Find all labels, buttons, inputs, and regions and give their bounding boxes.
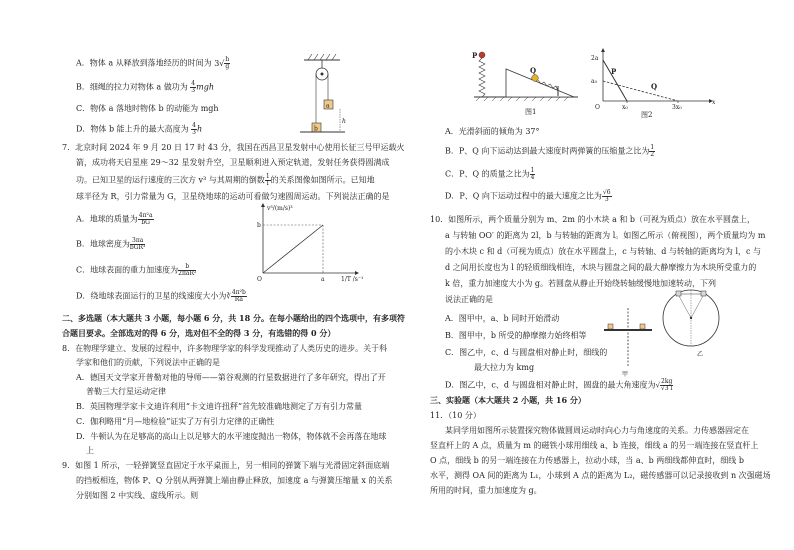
fig1-p-label: P <box>472 51 478 60</box>
q10-figure-jia <box>600 306 660 386</box>
q10-line6: 说法正确的是 <box>445 295 493 304</box>
q9-figure2 <box>589 46 719 118</box>
q7-graph-xlabel: 1/T /s⁻¹ <box>341 276 364 283</box>
fig2-x0-label: x₀ <box>622 104 628 111</box>
q7-line2: 箭，成功将天启星座 29～32 星发射升空，卫星顺利进入预定轨道，发射任务获得圆满成 <box>76 158 390 167</box>
q6-option-d: D．物体 b 能上升的最大高度为 $\frac{4}{3}$ h <box>76 122 203 136</box>
q7-graph-origin: O <box>257 276 262 283</box>
q7-line3: 功。已知卫星的运行速度的三次方 v³ 与其周期的倒数 $\frac{1}{T}$ 的关系图像如图所示。已知地 <box>76 173 375 187</box>
q11-line4: 水平，测得 OA 间的距离为 L₁，小球到 A 点的距离为 L₂，磁传感器可以记录接收到 n 次强磁场 <box>430 471 771 480</box>
q7-option-b: B．地球密度为 $\frac{3\pi a}{\text{bGR³}}$ <box>76 237 146 251</box>
q10-line1: 10．如图所示，两个质量分别为 m、2m 的小木块 a 和 b（可视为质点）放在水平圆盘上， <box>430 215 756 224</box>
q7-graph-a-label: a <box>321 276 325 283</box>
q10-option-a: A．图甲中，a、b 同时开始滑动 <box>445 314 560 323</box>
fig2-q-label: Q <box>651 82 658 91</box>
fig2-3x0-label: 3x₀ <box>672 104 682 111</box>
q8-option-c: C．伽利略用“月—地检验”证实了万有引力定律的正确性 <box>76 417 275 426</box>
q8-option-d1: D．牛顿认为在足够高的高山上以足够大的水平速度抛出一物体，物体就不会再落在地球 <box>76 432 387 441</box>
q11-line3: O 点，细线 b 的另一端连接在力传感器上，拉动小球，当 a、b 两细线都伸直时，细线 b <box>430 456 744 465</box>
pulley-block-a-label: a <box>326 102 330 110</box>
q8-option-a2: 普勒三大行星运动定律 <box>86 387 166 396</box>
q9-line1: 9．如图 1 所示，一轻弹簧竖直固定于水平桌面上，另一相同的弹簧下端与光滑固定斜面底端 <box>62 461 390 470</box>
q7-graph-ylabel: v³/(m/s)³ <box>267 205 293 212</box>
section2-line1: 二、多选题（本大题共 3 小题，每小题 6 分，共 18 分。在每小题给出的四个选项中，有多项符 <box>62 313 405 323</box>
q10-option-c2: 最大拉力为 kmg <box>474 363 535 372</box>
q10-fig-yi-caption: 乙 <box>697 351 704 358</box>
q9-option-a: A．光滑斜面的倾角为 37° <box>445 127 540 136</box>
q7-line1: 7．北京时间 2024 年 9 月 20 日 17 时 43 分，我国在西昌卫星发射中心使用长征三号甲运载火 <box>62 143 405 152</box>
q6-a-sqrt: 3√ $\frac{h}{g}$ <box>214 56 230 70</box>
q8-line1: 8．在物理学建立、发展的过程中，许多物理学家的科学发现推动了人类历史的进步。关于科 <box>62 344 388 353</box>
q10-fig-jia-caption: 甲 <box>622 371 629 378</box>
q8-option-a1: A．德国天文学家开普勒对他的导师——第谷观测的行星数据进行了多年研究，得出了开 <box>76 373 386 382</box>
fig2-caption: 图2 <box>641 111 653 119</box>
q7-line4: 球半径为 R，引力常量为 G，卫星绕地球的运动可看做匀速圆周运动。下列说法正确的是 <box>76 192 390 201</box>
q9-option-b: B．P、Q 向下运动达到最大速度时两弹簧的压缩量之比为 $\frac{1}{2}$ <box>445 144 655 158</box>
q11-line5: 所用的时间，重力加速度为 g。 <box>430 486 542 495</box>
fig2-p-label: P <box>611 67 617 76</box>
q11-line2: 竖直杆上的 A 点，质量为 m 的磁铁小球用细线 a、b 连接，细线 a 的另一端连接在竖直杆上 <box>430 441 759 450</box>
fig1-caption: 图1 <box>525 108 537 116</box>
q8-option-d2: 上 <box>86 446 94 455</box>
q9-line2: 的挡板相连，物体 P、Q 分别从两弹簧上端由静止释放，加速度 a 与弹簧压缩量 x 的关系 <box>76 476 393 485</box>
q10-line2: a 与转轴 OO′ 的距离为 2l，b 与转轴的距离为 l。如图乙所示（俯视图），两个质量均为 m <box>445 231 766 240</box>
section3-title: 三、实验题（本大题共 2 小题，共 16 分） <box>430 395 586 405</box>
q10-line3: 的小木块 c 和 d（可视为质点）放在水平圆盘上，c 与转轴、d 与转轴的距离均为 l，c 与 <box>445 247 762 256</box>
fig2-a0-label: a₀ <box>591 78 597 85</box>
q6-option-c: C．物体 a 落地时物体 b 的动能为 mgh <box>76 104 219 113</box>
q9-option-d: D．P、Q 向下运动过程中的最大速度之比为 $\frac{√6}{3}$ <box>445 189 611 203</box>
q7-option-a: A．地球的质量为 $\frac{\text{4π²a}}{bG}$ <box>76 212 153 226</box>
q6-option-b: B．细绳的拉力对物体 a 做功为 $\frac{4}{3}$ mgh <box>76 80 214 94</box>
fig2-origin: O <box>595 104 600 111</box>
q9-option-c: C．P、Q 的质量之比为 $\frac{1}{4}$ <box>445 167 535 181</box>
q11-line1: 某同学用如图所示装置探究物体做圆周运动时向心力与角速度的关系。力传感器固定在 <box>445 426 749 435</box>
q8-option-b: B．英国物理学家卡文迪许利用“卡文迪许扭秤”首先较准确地测定了万有引力常量 <box>76 402 363 411</box>
q10-option-b: B．图甲中，b 所受的静摩擦力始终相等 <box>445 331 587 340</box>
q10-option-c1: C．图乙中，c、d 与圆盘相对静止时，细线的 <box>445 348 608 357</box>
q9-figure1 <box>470 48 585 118</box>
q8-line2: 学家和他们的贡献，下列说法中正确的是 <box>76 358 220 367</box>
q7-option-c: C．地球表面的重力加速度为 $\frac{b}{\text{2πaR²}}$ <box>76 263 197 277</box>
pulley-figure <box>300 46 360 136</box>
q6-option-a: A．物体 a 从释放到落地经历的时间为 3√ $\frac{h}{g}$ <box>76 56 230 70</box>
q10-figure-yi <box>659 286 719 366</box>
q7-graph-b-label: b <box>257 222 261 229</box>
q7-option-d: D．绕地球表面运行的卫星的线速度大小为∛ $\frac{\text{4π²b}}{Ra}$ <box>76 289 246 303</box>
fig1-q-label: Q <box>530 66 537 75</box>
q10-line4: d 之间用长度也为 l 的轻质细线相连，木块与圆盘之间的最大静摩擦力为木块所受重力的 <box>445 263 757 272</box>
fig2-2a0-label: 2a <box>591 55 599 62</box>
q7-graph <box>255 203 365 283</box>
pulley-block-b-label: b <box>314 125 318 133</box>
q9-line3: 分别如图 2 中实线、虚线所示。则 <box>76 491 199 500</box>
pulley-height-label: h <box>342 118 346 125</box>
q10-line5: k 倍，重力加速度大小为 g。若圆盘从静止开始绕转轴缓慢地加速转动，下列 <box>445 279 717 288</box>
q11-heading: 11．（10 分） <box>430 411 481 420</box>
q10-option-d: D．图乙中，c、d 与圆盘相对静止时，圆盘的最大角速度为√ $\frac{2kg}{√3 l}$ <box>445 378 673 392</box>
section2-line2: 合题目要求。全部选对的得 6 分，选对但不全的得 3 分，有选错的得 0 分） <box>62 328 336 338</box>
fig2-x-axis-label: x <box>712 99 716 106</box>
